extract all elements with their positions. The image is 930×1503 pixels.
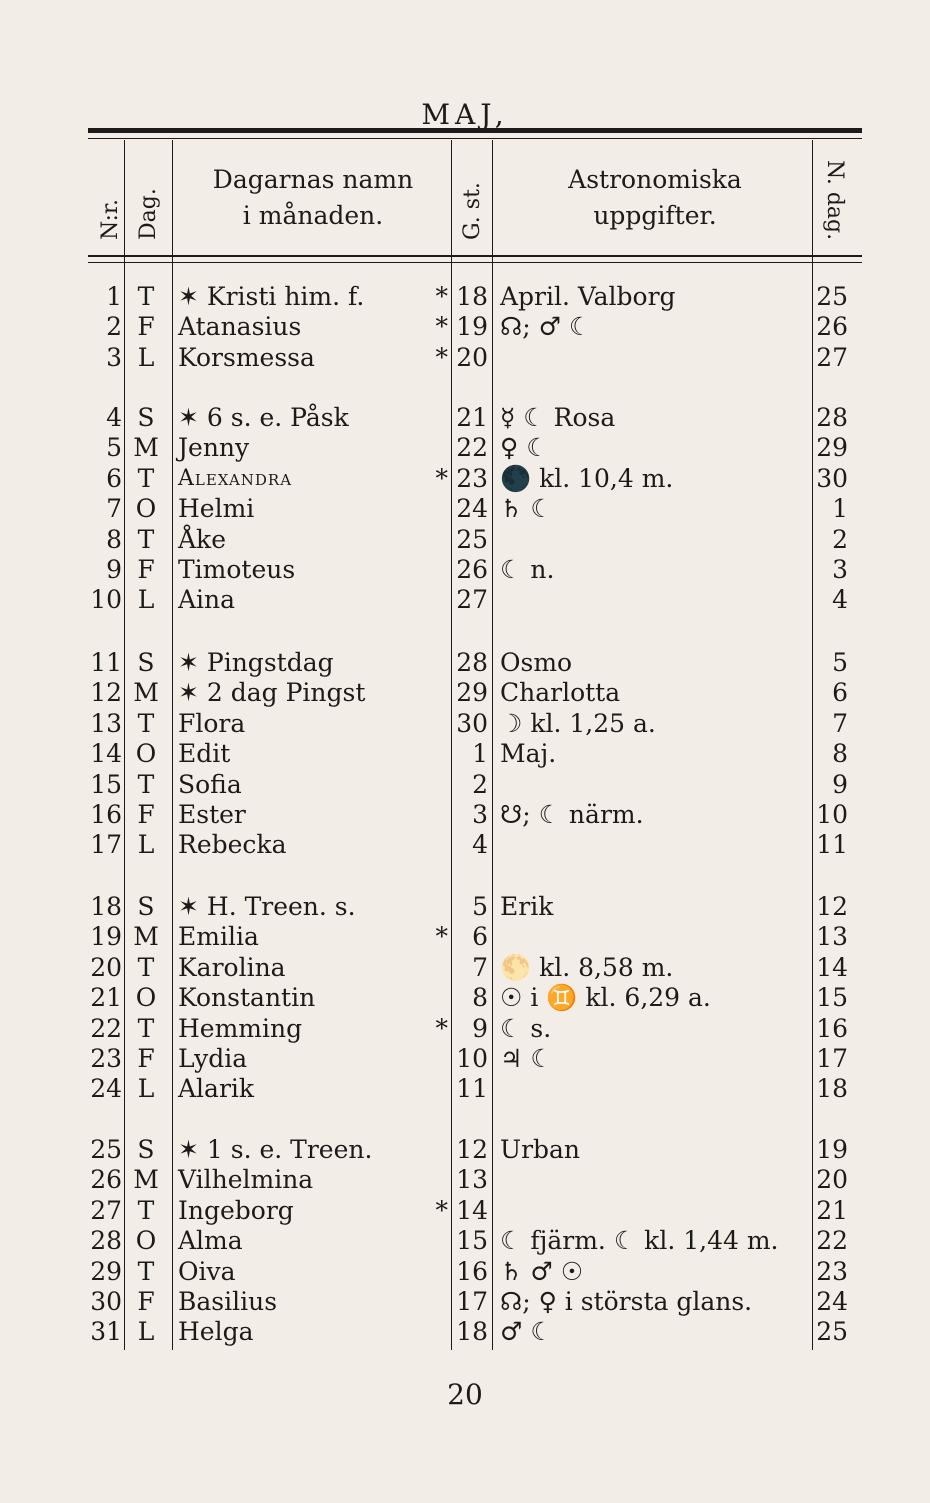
old-style-date: 26	[456, 555, 488, 584]
weekday: F	[137, 312, 155, 342]
day-name: Basilius	[178, 1287, 278, 1316]
old-style-date: 17	[456, 1287, 488, 1316]
header-names-line1: Dagarnas namn	[212, 165, 414, 194]
old-style-date: 23	[456, 463, 488, 493]
new-style-date: 24	[816, 1287, 848, 1316]
day-number: 20	[90, 952, 122, 982]
astronomical-info: ♄ ♂ ☉	[500, 1256, 584, 1286]
table-row	[0, 1014, 930, 1044]
weekday: T	[137, 282, 155, 311]
astronomical-info: ☊; ♂ ☾	[500, 312, 592, 342]
day-name: Alarik	[178, 1074, 255, 1104]
day-number: 18	[90, 892, 122, 921]
day-name: Ester	[178, 800, 246, 829]
day-number: 3	[106, 342, 122, 372]
old-style-date: 19	[456, 312, 488, 342]
day-name: Hemming	[178, 1013, 303, 1043]
table-row	[0, 1226, 930, 1256]
new-style-date: 4	[832, 585, 848, 615]
star-mark: *	[435, 463, 448, 493]
new-style-date: 2	[832, 524, 848, 554]
new-style-date: 23	[816, 1256, 848, 1286]
day-number: 8	[106, 524, 122, 554]
table-row	[0, 648, 930, 678]
old-style-date: 3	[472, 800, 488, 829]
weekday: L	[137, 585, 155, 615]
old-style-date: 2	[472, 769, 488, 799]
day-name: Rebecka	[178, 830, 287, 860]
old-style-date: 6	[472, 922, 488, 952]
table-row	[0, 282, 930, 312]
weekday: M	[133, 1165, 159, 1195]
day-name: Timoteus	[178, 555, 296, 584]
top-rule-thin	[88, 138, 862, 139]
new-style-date: 29	[816, 433, 848, 463]
weekday: S	[137, 1135, 155, 1164]
weekday: T	[137, 769, 155, 799]
new-style-date: 1	[832, 494, 848, 524]
table-row	[0, 555, 930, 585]
day-number: 15	[90, 769, 122, 799]
old-style-date: 16	[456, 1256, 488, 1286]
astronomical-info: ☽ kl. 1,25 a.	[500, 708, 656, 738]
table-row	[0, 433, 930, 463]
day-number: 17	[90, 830, 122, 860]
old-style-date: 15	[456, 1226, 488, 1256]
star-mark: *	[435, 922, 448, 952]
weekday: T	[137, 1256, 155, 1286]
day-number: 13	[90, 708, 122, 738]
table-row	[0, 1317, 930, 1347]
table-row	[0, 1074, 930, 1104]
day-number: 12	[90, 678, 122, 708]
day-name: Karolina	[178, 952, 286, 982]
day-name: ✶ Pingstdag	[178, 648, 334, 677]
weekday: M	[133, 678, 159, 708]
header-astro-line1: Astronomiska	[568, 165, 742, 194]
table-row	[0, 1196, 930, 1226]
new-style-date: 14	[816, 952, 848, 982]
astronomical-info: ♀ ☾	[500, 433, 549, 463]
astronomical-info: 🌕 kl. 8,58 m.	[500, 952, 674, 982]
day-name: Edit	[178, 739, 231, 769]
day-name: Sofia	[178, 769, 242, 799]
weekday: M	[133, 433, 159, 463]
weekday: M	[133, 922, 159, 952]
header-names-line2: i månaden.	[242, 201, 384, 230]
weekday: S	[137, 403, 155, 432]
day-number: 22	[90, 1013, 122, 1043]
old-style-date: 5	[472, 892, 488, 921]
day-number: 4	[106, 403, 122, 432]
new-style-date: 10	[816, 800, 848, 829]
weekday: O	[135, 1226, 157, 1256]
old-style-date: 1	[472, 739, 488, 769]
day-number: 2	[106, 312, 122, 342]
day-name: Ingeborg	[178, 1195, 294, 1225]
astronomical-info: ☿ ☾ Rosa	[500, 403, 616, 432]
table-row	[0, 678, 930, 708]
old-style-date: 18	[456, 1317, 488, 1347]
new-style-date: 7	[832, 708, 848, 738]
old-style-date: 21	[456, 403, 488, 432]
new-style-date: 11	[816, 830, 848, 860]
day-number: 9	[106, 555, 122, 584]
weekday: L	[137, 1317, 155, 1347]
day-number: 21	[90, 983, 122, 1013]
old-style-date: 22	[456, 433, 488, 463]
day-number: 29	[90, 1256, 122, 1286]
day-name: ✶ 6 s. e. Påsk	[178, 403, 349, 432]
day-name: Korsmessa	[178, 342, 315, 372]
day-name: ✶ 1 s. e. Treen.	[178, 1135, 373, 1164]
weekday: T	[137, 708, 155, 738]
day-name: Flora	[178, 708, 246, 738]
astronomical-info: ♄ ☾	[500, 494, 553, 524]
new-style-date: 30	[816, 463, 848, 493]
astronomical-info: Osmo	[500, 648, 573, 677]
star-mark: *	[435, 312, 448, 342]
weekday: T	[137, 1195, 155, 1225]
day-name: Konstantin	[178, 983, 316, 1013]
star-mark: *	[435, 1195, 448, 1225]
table-row	[0, 1044, 930, 1074]
day-number: 25	[90, 1135, 122, 1164]
new-style-date: 20	[816, 1165, 848, 1195]
old-style-date: 4	[472, 830, 488, 860]
day-number: 6	[106, 463, 122, 493]
header-rule	[88, 255, 862, 257]
day-name: Åke	[178, 524, 226, 554]
weekday: L	[137, 342, 155, 372]
old-style-date: 8	[472, 983, 488, 1013]
weekday: L	[137, 830, 155, 860]
astronomical-info: ☾ fjärm. ☾ kl. 1,44 m.	[500, 1226, 779, 1256]
day-name: ✶ 2 dag Pingst	[178, 678, 366, 708]
astronomical-info: ☾ s.	[500, 1013, 552, 1043]
weekday: T	[137, 463, 155, 493]
day-name: Helga	[178, 1317, 254, 1347]
table-row	[0, 892, 930, 922]
old-style-date: 12	[456, 1135, 488, 1164]
old-style-date: 29	[456, 678, 488, 708]
new-style-date: 16	[816, 1013, 848, 1043]
header-rule-thin	[88, 262, 862, 263]
old-style-date: 14	[456, 1195, 488, 1225]
day-name: Alexandra	[178, 465, 293, 491]
new-style-date: 17	[816, 1044, 848, 1073]
astronomical-info: 🌑 kl. 10,4 m.	[500, 463, 674, 493]
old-style-date: 7	[472, 952, 488, 982]
weekday: T	[137, 524, 155, 554]
old-style-date: 10	[456, 1044, 488, 1073]
day-name: ✶ H. Treen. s.	[178, 892, 356, 921]
astronomical-info: April. Valborg	[500, 282, 676, 311]
old-style-date: 18	[456, 282, 488, 311]
new-style-date: 6	[832, 678, 848, 708]
table-row	[0, 343, 930, 373]
old-style-date: 25	[456, 524, 488, 554]
weekday: S	[137, 648, 155, 677]
table-row	[0, 1257, 930, 1287]
day-number: 28	[90, 1226, 122, 1256]
day-name: Lydia	[178, 1044, 248, 1073]
weekday: S	[137, 892, 155, 921]
new-style-date: 25	[816, 1317, 848, 1347]
astronomical-info: ♂ ☾	[500, 1317, 553, 1347]
table-row	[0, 709, 930, 739]
astronomical-info: Charlotta	[500, 678, 621, 708]
weekday: O	[135, 494, 157, 524]
astronomical-info: ☉ i ♊ kl. 6,29 a.	[500, 983, 711, 1013]
day-number: 11	[90, 648, 122, 677]
day-name: ✶ Kristi him. f.	[178, 282, 365, 311]
page-number: 20	[447, 1378, 483, 1411]
day-number: 31	[90, 1317, 122, 1347]
astronomical-info: ☋; ☾ närm.	[500, 800, 644, 829]
day-number: 27	[90, 1195, 122, 1225]
old-style-date: 24	[456, 494, 488, 524]
astronomical-info: Erik	[500, 892, 554, 921]
header-names	[178, 162, 448, 234]
day-name: Helmi	[178, 494, 255, 524]
new-style-date: 27	[816, 342, 848, 372]
top-rule	[88, 128, 862, 133]
day-number: 10	[90, 585, 122, 615]
star-mark: *	[435, 282, 448, 311]
header-old-style: G. st.	[460, 182, 485, 240]
new-style-date: 15	[816, 983, 848, 1013]
header-dag: Dag.	[136, 188, 161, 240]
old-style-date: 30	[456, 708, 488, 738]
old-style-date: 11	[456, 1074, 488, 1104]
old-style-date: 27	[456, 585, 488, 615]
old-style-date: 28	[456, 648, 488, 677]
table-row	[0, 494, 930, 524]
old-style-date: 9	[472, 1013, 488, 1043]
table-row	[0, 464, 930, 494]
day-name: Emilia	[178, 922, 259, 952]
day-number: 16	[90, 800, 122, 829]
weekday: T	[137, 1013, 155, 1043]
old-style-date: 20	[456, 342, 488, 372]
star-mark: *	[435, 342, 448, 372]
weekday: L	[137, 1074, 155, 1104]
new-style-date: 26	[816, 312, 848, 342]
new-style-date: 8	[832, 739, 848, 769]
new-style-date: 12	[816, 892, 848, 921]
astronomical-info: ☾ n.	[500, 555, 555, 584]
weekday: F	[137, 1287, 155, 1316]
weekday: T	[137, 952, 155, 982]
header-astro	[500, 162, 810, 234]
new-style-date: 9	[832, 769, 848, 799]
weekday: O	[135, 983, 157, 1013]
astronomical-info: ♃ ☾	[500, 1044, 553, 1073]
day-number: 30	[90, 1287, 122, 1316]
table-row	[0, 830, 930, 860]
day-number: 14	[90, 739, 122, 769]
table-row	[0, 525, 930, 555]
header-astro-line2: uppgifter.	[593, 201, 717, 230]
astronomical-info: ☊; ♀ i största glans.	[500, 1287, 753, 1316]
table-row	[0, 800, 930, 830]
astronomical-info: Maj.	[500, 739, 557, 769]
table-row	[0, 585, 930, 615]
table-row	[0, 922, 930, 952]
new-style-date: 18	[816, 1074, 848, 1104]
new-style-date: 22	[816, 1226, 848, 1256]
new-style-date: 3	[832, 555, 848, 584]
day-number: 26	[90, 1165, 122, 1195]
day-number: 1	[106, 282, 122, 311]
day-number: 7	[106, 494, 122, 524]
table-row	[0, 1287, 930, 1317]
new-style-date: 25	[816, 282, 848, 311]
day-name: Atanasius	[178, 312, 302, 342]
day-name: Oiva	[178, 1256, 236, 1286]
table-row	[0, 1135, 930, 1165]
day-number: 23	[90, 1044, 122, 1073]
table-row	[0, 983, 930, 1013]
table-row	[0, 770, 930, 800]
day-name: Jenny	[178, 433, 250, 463]
table-row	[0, 953, 930, 983]
astronomical-info: Urban	[500, 1135, 581, 1164]
star-mark: *	[435, 1013, 448, 1043]
table-row	[0, 739, 930, 769]
weekday: F	[137, 1044, 155, 1073]
new-style-date: 19	[816, 1135, 848, 1164]
day-name: Alma	[178, 1226, 243, 1256]
header-nr: N:r.	[98, 199, 123, 240]
new-style-date: 5	[832, 648, 848, 677]
weekday: O	[135, 739, 157, 769]
day-number: 19	[90, 922, 122, 952]
weekday: F	[137, 555, 155, 584]
table-row	[0, 1165, 930, 1195]
day-name: Aina	[178, 585, 236, 615]
old-style-date: 13	[456, 1165, 488, 1195]
new-style-date: 21	[816, 1195, 848, 1225]
weekday: F	[137, 800, 155, 829]
table-row	[0, 403, 930, 433]
header-new-day: N. dag.	[822, 160, 847, 241]
new-style-date: 13	[816, 922, 848, 952]
day-name: Vilhelmina	[178, 1165, 314, 1195]
day-number: 24	[90, 1074, 122, 1104]
day-number: 5	[106, 433, 122, 463]
table-row	[0, 312, 930, 342]
new-style-date: 28	[816, 403, 848, 432]
page-title: MAJ,	[421, 98, 509, 131]
